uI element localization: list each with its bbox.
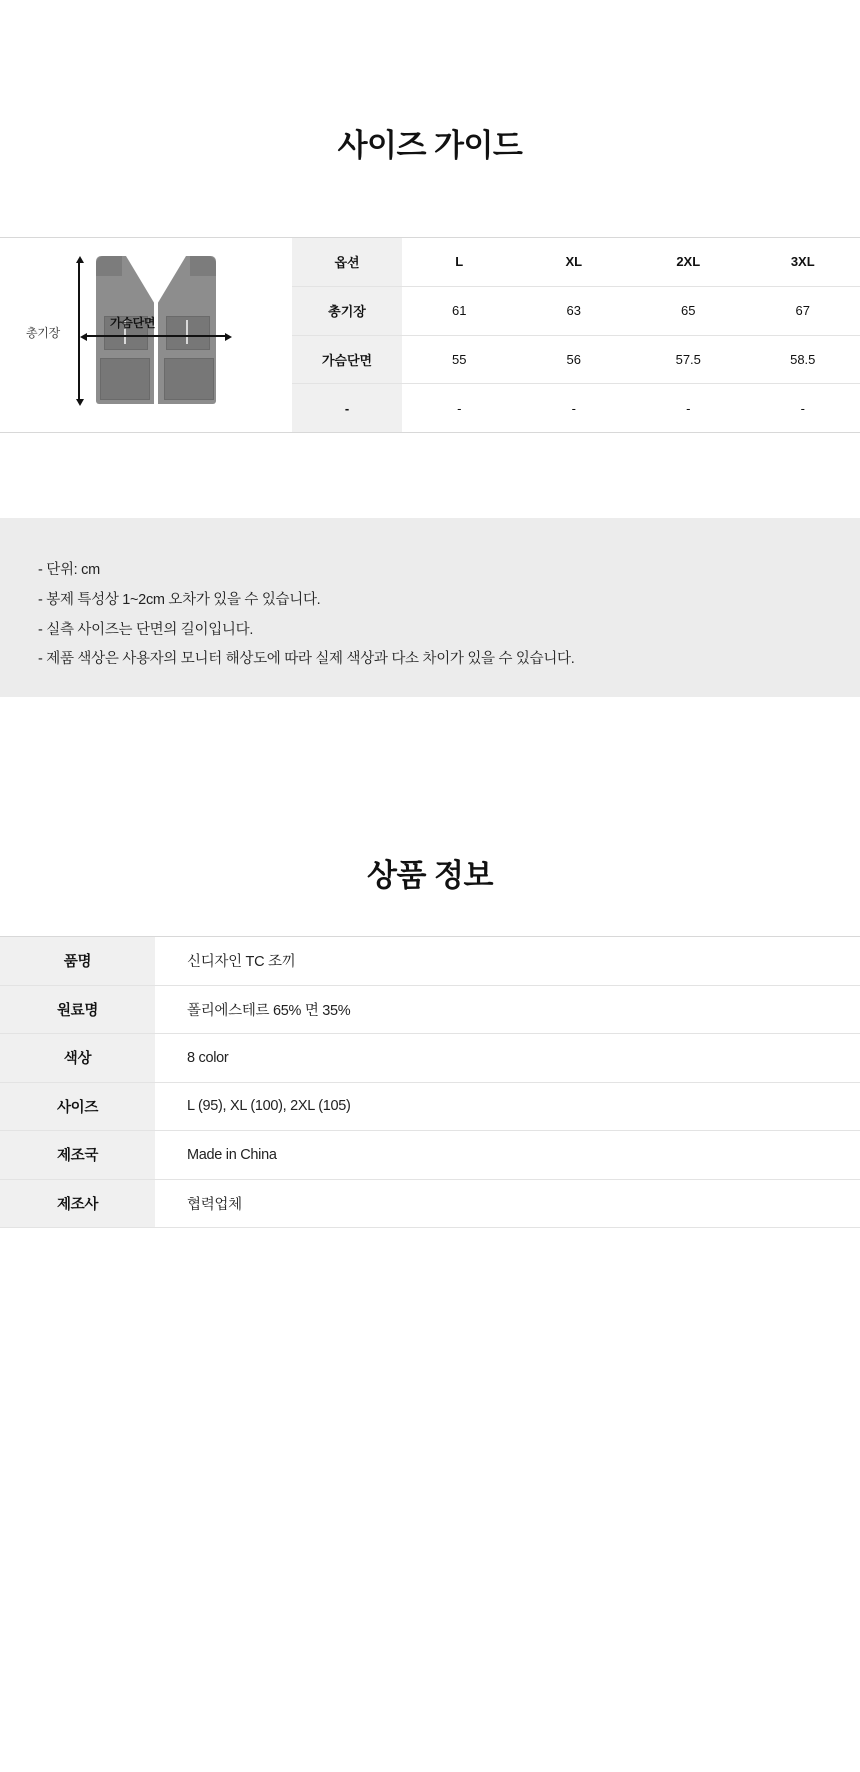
- product-info-table: [0, 937, 860, 1228]
- table-row: [0, 985, 860, 1034]
- info-label-product-name: 품명: [0, 937, 155, 985]
- size-cell-empty-2xl: -: [631, 384, 746, 432]
- size-notes-block: [0, 518, 860, 697]
- size-row-label-empty: -: [292, 384, 402, 432]
- table-row: [0, 1034, 860, 1083]
- vest-illustration: [0, 238, 292, 429]
- table-row: [0, 1082, 860, 1131]
- info-value-material: 폴리에스테르 65% 면 35%: [155, 985, 860, 1034]
- info-value-manufacturer: 협력업체: [155, 1179, 860, 1228]
- size-cell-length-3xl: 67: [746, 286, 860, 335]
- info-label-country: 제조국: [0, 1131, 155, 1180]
- table-row: [0, 937, 860, 985]
- info-label-color: 색상: [0, 1034, 155, 1083]
- size-cell-length-xl: 63: [517, 286, 632, 335]
- info-label-manufacturer: 제조사: [0, 1179, 155, 1228]
- chest-measure-label: 가슴단면: [110, 316, 156, 330]
- product-info-section: [0, 936, 860, 1228]
- note-color-difference: - 제품 색상은 사용자의 모니터 해상도에 따라 실제 색상과 다소 차이가 있을 수 있습니다.: [38, 651, 575, 668]
- table-row: [292, 286, 860, 335]
- vest-zipper-right: [186, 320, 188, 344]
- info-label-size: 사이즈: [0, 1082, 155, 1131]
- size-table-header-option: 옵션: [292, 238, 402, 286]
- vest-pocket-upper-right: [166, 316, 210, 350]
- info-label-material: 원료명: [0, 985, 155, 1034]
- note-tolerance: - 봉제 특성상 1~2cm 오차가 있을 수 있습니다.: [38, 591, 321, 608]
- size-cell-chest-3xl: 58.5: [746, 335, 860, 384]
- size-table-header-xl: XL: [517, 238, 632, 286]
- size-cell-empty-3xl: -: [746, 384, 860, 432]
- vest-pocket-lower-left: [100, 358, 150, 400]
- table-row: [292, 335, 860, 384]
- size-guide-table: [292, 238, 860, 432]
- length-measure-arrow: [78, 262, 80, 400]
- size-guide-section: [0, 237, 860, 433]
- table-row: [0, 1179, 860, 1228]
- size-table-header-2xl: 2XL: [631, 238, 746, 286]
- size-cell-chest-2xl: 57.5: [631, 335, 746, 384]
- size-row-label-chest: 가슴단면: [292, 335, 402, 384]
- table-header-row: [292, 238, 860, 286]
- size-guide-heading: 사이즈 가이드: [337, 128, 523, 163]
- info-value-color: 8 color: [155, 1034, 860, 1083]
- size-table-header-3xl: 3XL: [746, 238, 860, 286]
- table-row: [0, 1131, 860, 1180]
- length-measure-label: 총기장: [26, 326, 60, 340]
- size-cell-chest-l: 55: [402, 335, 517, 384]
- size-cell-length-l: 61: [402, 286, 517, 335]
- garment-measurement-figure: [0, 238, 292, 429]
- size-cell-chest-xl: 56: [517, 335, 632, 384]
- size-cell-empty-l: -: [402, 384, 517, 432]
- info-value-country: Made in China: [155, 1131, 860, 1180]
- vest-pocket-lower-right: [164, 358, 214, 400]
- info-value-size: L (95), XL (100), 2XL (105): [155, 1082, 860, 1131]
- size-cell-empty-xl: -: [517, 384, 632, 432]
- vest-shoulder-left: [96, 256, 122, 276]
- chest-measure-arrow: [86, 335, 226, 337]
- size-table-header-l: L: [402, 238, 517, 286]
- note-unit: - 단위: cm: [38, 562, 100, 578]
- size-row-label-length: 총기장: [292, 286, 402, 335]
- note-measurement-method: - 실측 사이즈는 단면의 길이입니다.: [38, 621, 254, 638]
- product-info-heading: 상품 정보: [367, 858, 493, 893]
- vest-shoulder-right: [190, 256, 216, 276]
- table-row: [292, 384, 860, 432]
- size-cell-length-2xl: 65: [631, 286, 746, 335]
- info-value-product-name: 신디자인 TC 조끼: [155, 937, 860, 985]
